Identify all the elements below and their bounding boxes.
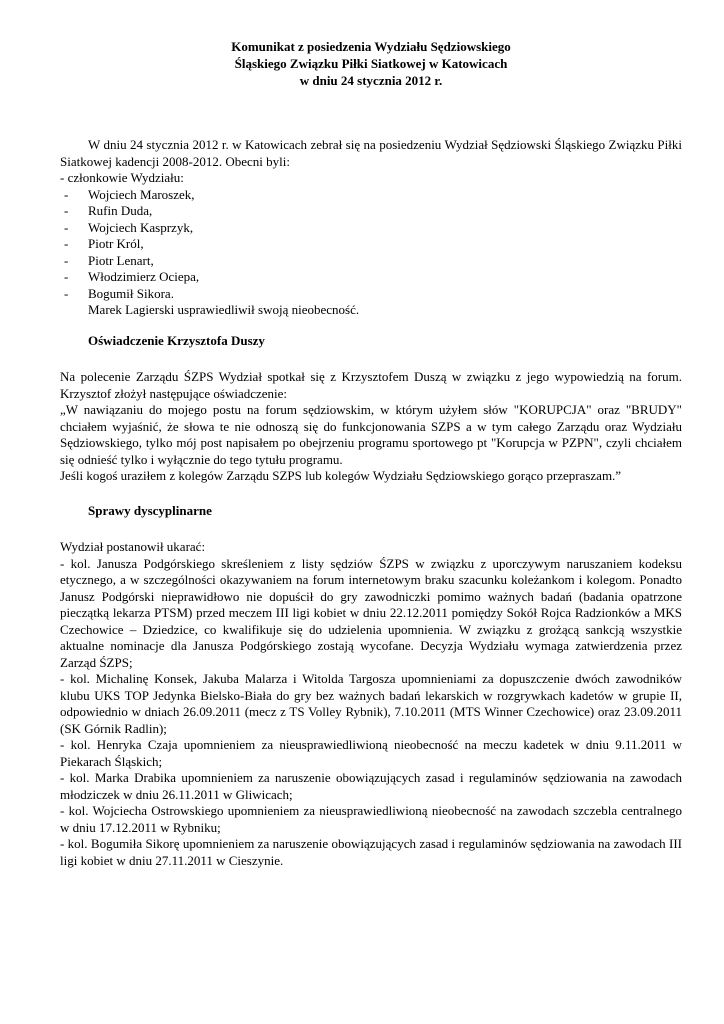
document-page xyxy=(60,38,682,869)
discipline-item: - kol. Henryka Czaja upomnieniem za nieusprawiedliwioną nieobecność na meczu kadetek w dniu 9.11.2011 w Piekarach Śląskich; xyxy=(60,737,682,769)
member-item: - Piotr Lenart, xyxy=(64,252,154,268)
members-label: - członkowie Wydziału: xyxy=(60,170,184,185)
member-item: - Piotr Król, xyxy=(64,236,144,251)
discipline-item: - kol. Bogumiła Sikorę upomnieniem za naruszenie obowiązujących zasad i regulaminów sędziowania na zawodach III ligi kobiet w dniu 27.11.2011 w Cieszynie. xyxy=(60,836,682,868)
title-line-3: w dniu 24 stycznia 2012 r. xyxy=(299,73,443,88)
member-item: - Rufin Duda, xyxy=(64,203,153,218)
member-item: - Wojciech Maroszek, xyxy=(64,186,195,202)
member-item: - Włodzimierz Ociepa, xyxy=(64,269,200,284)
discipline-item: - kol. Janusza Podgórskiego skreśleniem z listy sędziów ŚZPS w związku z uporczywym naruszaniem kodeksu etycznego, a w szczególności okazywaniem na forum internetowym braku szacunku koleżankom i kolegom. Ponadto Janusz Podgórski nieprawidłowo nie dopuścił do gry zawodniczki pomimo ważnych badań (badania opatrzone pieczątką lekarza PTSM) przed meczem III ligi kobiet w dniu 22.12.2011 pomiędzy Sokół Rojca Radzionków a MKS Czechowice – Dziedzice, co kwalifikuje się do udzielenia upomnienia. W związku z grożącą sankcją wszystkie aktualne nominacje dla Janusza Podgórskiego zostają wycofane. Decyzja Wydziału wymaga zatwierdzenia przez Zarząd ŚZPS; xyxy=(60,555,682,670)
statement-paragraph-3: Jeśli kogoś uraziłem z kolegów Zarządu SZPS lub kolegów Wydziału Sędziowskiego gorąco przepraszam.” xyxy=(60,468,622,483)
statement-heading: Oświadczenie Krzysztofa Duszy xyxy=(88,332,265,348)
discipline-item: - kol. Michalinę Konsek, Jakuba Malarza i Witolda Targosza upomnieniami za dopuszczenie dwóch zawodników klubu UKS TOP Jedynka Bielsko-Biała do gry bez ważnych badań lekarskich w rozgrywkach kadetów w grupie II, odpowiednio w dniach 26.09.2011 (mecz z TS Volley Rybnik), 7.10.2011 (MTS Winner Czechowice) oraz 23.09.2011 (SK Górnik Radlin); xyxy=(60,671,682,736)
member-item: - Wojciech Kasprzyk, xyxy=(64,219,194,235)
discipline-item: - kol. Marka Drabika upomnieniem za naruszenie obowiązujących zasad i regulaminów sędziowania na zawodach młodziczek w dniu 26.11.2011 w Gliwicach; xyxy=(60,770,682,802)
member-item: - Bogumił Sikora. xyxy=(64,285,174,301)
statement-paragraph-2: „W nawiązaniu do mojego postu na forum sędziowskim, w którym użyłem słów "KORUPCJA" oraz "BRUDY" chciałem wyjaśnić, że słowa te nie odnoszą się do funkcjonowania SZPS a w tym całego Zarządu oraz Wydziału Sędziowskiego, tylko mój post napisałem po obejrzeniu programu sportowego pt "Korupcja w PZPN", czyli chciałem się odnieść tylko i wyłącznie do tego tytułu programu. xyxy=(60,402,682,467)
statement-paragraph-1: Na polecenie Zarządu ŚZPS Wydział spotkał się z Krzysztofem Duszą w związku z jego wypowiedzią na forum. Krzysztof złożył następujące oświadczenie: xyxy=(60,369,682,401)
members-list xyxy=(60,187,682,303)
discipline-intro: Wydział postanowił ukarać: xyxy=(60,539,206,554)
absence-note: Marek Lagierski usprawiedliwił swoją nieobecność. xyxy=(88,302,360,317)
title-line-1: Komunikat z posiedzenia Wydziału Sędziowskiego xyxy=(231,39,511,54)
discipline-item: - kol. Wojciecha Ostrowskiego upomnieniem za nieusprawiedliwioną nieobecność na zawodach szczebla centralnego w dniu 17.12.2011 w Rybniku; xyxy=(60,803,682,835)
discipline-heading: Sprawy dyscyplinarne xyxy=(88,502,212,518)
intro-paragraph: W dniu 24 stycznia 2012 r. w Katowicach zebrał się na posiedzeniu Wydział Sędziowski Śląskiego Związku Piłki Siatkowej kadencji 2008-2012. Obecni byli: xyxy=(60,137,682,169)
document-title xyxy=(60,38,682,89)
title-line-2: Śląskiego Związku Piłki Siatkowej w Katowicach xyxy=(234,56,508,71)
